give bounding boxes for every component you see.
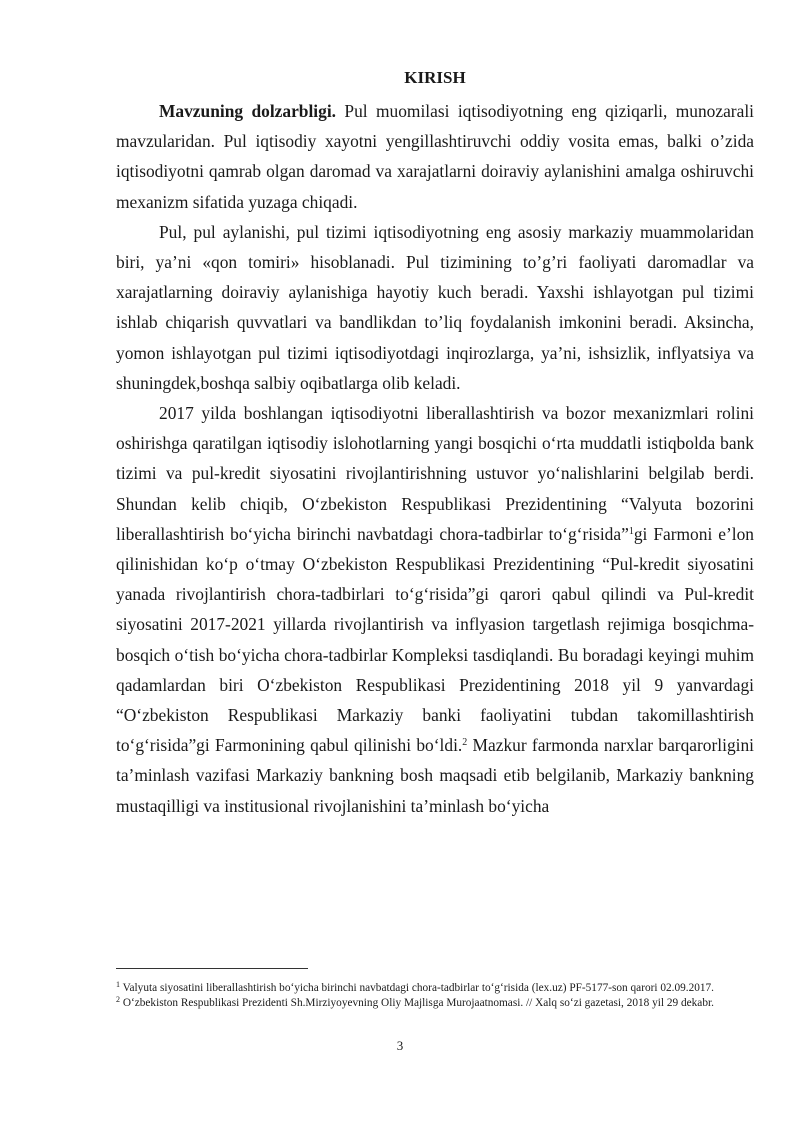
paragraph-text: Mazkur farmonda narxlar barqarorligini ta’minlash vazifasi Markaziy bankning bosh maqsadi etib belgilanib, Markaziy bankning mustaqilligi va institusional rivojlanishini ta’minlash bo‘yicha: [116, 735, 754, 816]
footnote-ref-1[interactable]: 1: [628, 525, 634, 537]
footnotes: [116, 968, 754, 1011]
footnote-mark: 2: [116, 995, 120, 1004]
footnote-2: [116, 996, 754, 1010]
paragraph-relevance: [116, 96, 754, 217]
paragraph-lead: Mavzuning dolzarbligi.: [159, 101, 337, 121]
paragraph-text: Pul muomilasi iqtisodiyotning eng qiziqarli, munozarali mavzularidan. Pul iqtisodiy xayotni yengillashtiruvchi oddiy vosita emas, balki o’zida iqtisodiyotni qamrab olgan daromad va xarajatlarni doiraviy aylanishini amalga oshiruvchi mexanizm sifatida yuzaga chiqadi.: [116, 101, 754, 212]
footnote-1: [116, 981, 754, 995]
page-number: 3: [396, 1038, 404, 1053]
page-body: [116, 66, 754, 821]
paragraph-reforms: [116, 398, 754, 821]
paragraph-text: Pul, pul aylanishi, pul tizimi iqtisodiyotning eng asosiy markaziy muammolaridan biri, ya’ni «qon tomiri» hisoblanadi. Pul tizimining to’g’ri faoliyati daromadlar va xarajatlarning doiraviy aylanishiga hayotiy kuch beradi. Yaxshi ishlayotgan pul tizimi ishlab chiqarish quvvatlari va bandlikdan to’liq foydalanish imkonini beradi. Aksincha, yomon ishlayotgan pul tizimi iqtisodiyotdagi inqirozlarga, ya’ni, ishsizlik, inflyatsiya va shuningdek,boshqa salbiy oqibatlarga olib keladi.: [116, 221, 754, 393]
footnote-mark: 1: [116, 980, 120, 989]
footnote-divider: [116, 968, 308, 969]
page-title: KIRISH: [404, 68, 466, 87]
footnote-ref-2[interactable]: 2: [462, 737, 468, 749]
paragraph-text: 2017 yilda boshlangan iqtisodiyotni liberallashtirish va bozor mexanizmlari rolini oshirishga qaratilgan iqtisodiy islohotlarning yangi bosqichi o‘rta muddatli istiqbolda bank tizimi va pul-kredit siyosatini rivojlantirishning ustuvor yo‘nalishlarini belgilab berdi. Shundan kelib chiqib, O‘zbekiston Respublikasi Prezidentining “Valyuta bozorini liberallashtirish bo‘yicha birinchi navbatdagi chora-tadbirlar to‘g‘risida”: [116, 403, 754, 544]
footnote-text: Valyuta siyosatini liberallashtirish bo‘yicha birinchi navbatdagi chora-tadbirlar to‘g‘risida (lex.uz) PF-5177-son qarori 02.09.2017.: [120, 982, 714, 994]
footnote-text: O‘zbekiston Respublikasi Prezidenti Sh.Mirziyoyevning Oliy Majlisga Murojaatnomasi. // Xalq so‘zi gazetasi, 2018 yil 29 dekabr.: [120, 997, 714, 1009]
paragraph-money-system: [116, 217, 754, 398]
paragraph-text: gi Farmoni e’lon qilinishidan ko‘p o‘tmay O‘zbekiston Respublikasi Prezidentining “Pul-kredit siyosatini yanada rivojlantirish chora-tadbirlari to‘g‘risida”gi qarori qabul qilindi va Pul-kredit siyosatini 2017-2021 yillarda rivojlantirish va inflyasion targetlash rejimiga bosqichma-bosqich o‘tish bo‘yicha chora-tadbirlar Kompleksi tasdiqlandi. Bu boradagi keyingi muhim qadamlardan biri O‘zbekiston Respublikasi Prezidentining 2018 yil 9 yanvardagi “O‘zbekiston Respublikasi Markaziy banki faoliyatini tubdan takomillashtirish to‘g‘risida”gi Farmonining qabul qilinishi bo‘ldi.: [116, 523, 754, 756]
